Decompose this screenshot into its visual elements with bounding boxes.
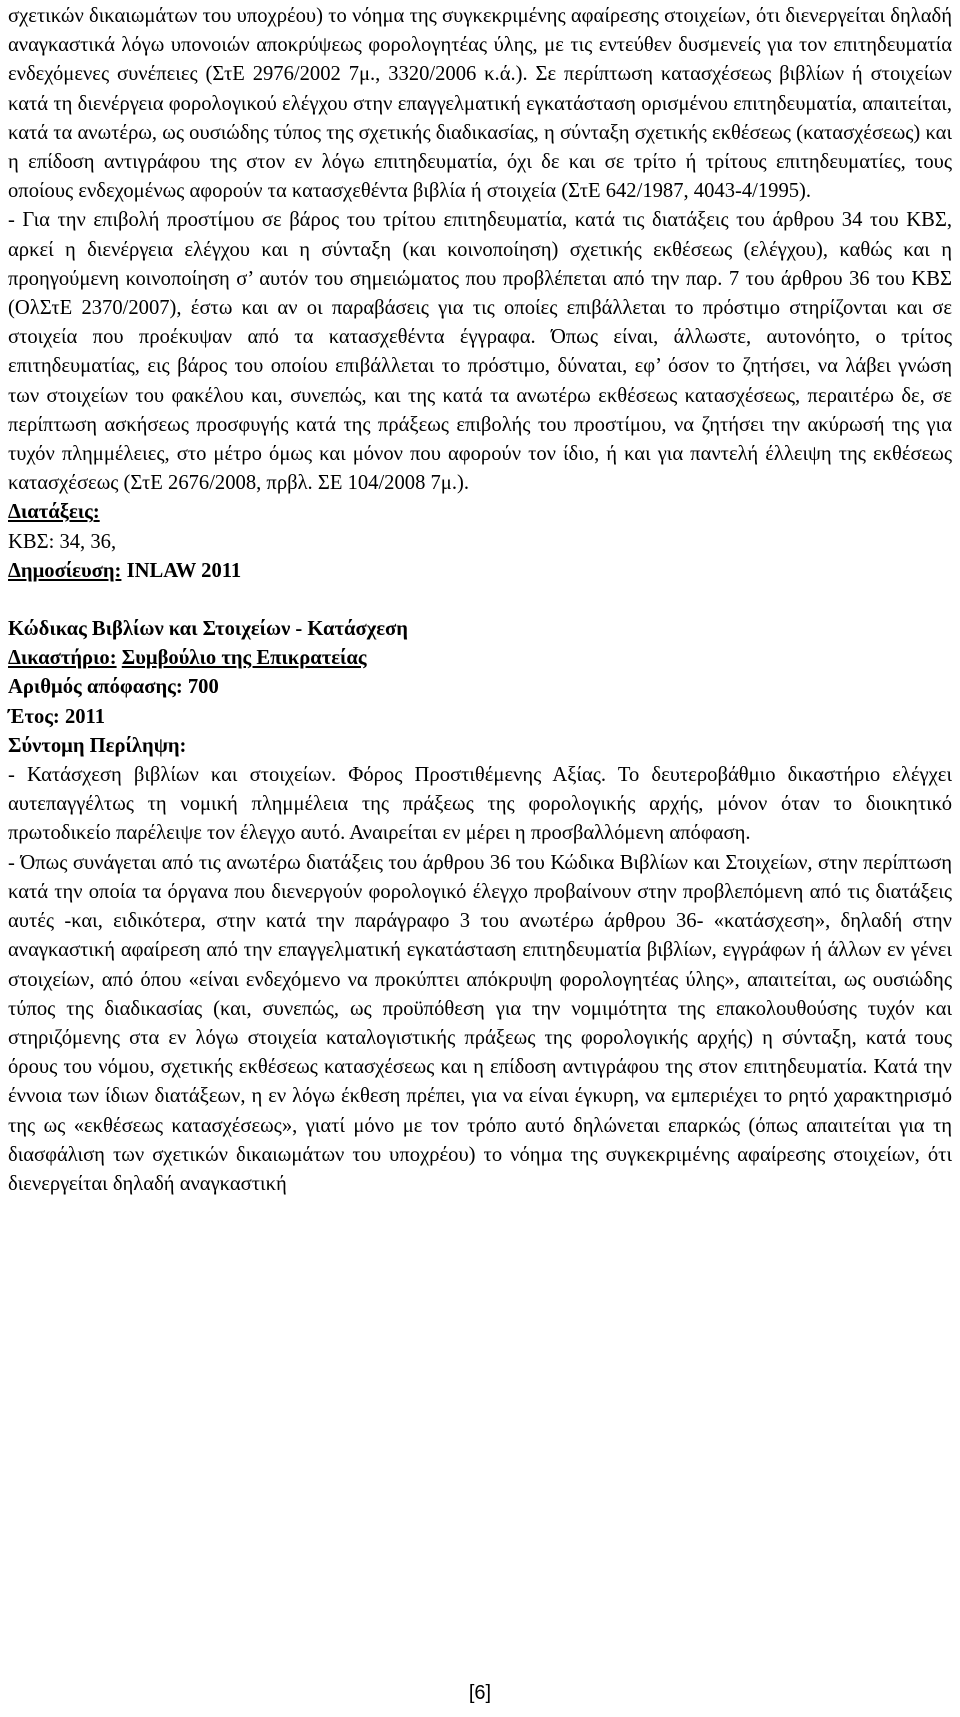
year-label: Έτος:: [8, 705, 60, 728]
provisions-value: ΚΒΣ: 34, 36,: [8, 530, 117, 553]
provisions-line: [8, 498, 952, 527]
paragraph-summary: - Κατάσχεση βιβλίων και στοιχείων. Φόρος Προστιθέμενης Αξίας. Το δευτεροβάθμιο δικαστήριο ελέγχει αυτεπαγγέλτως τη νομική πλημμέλεια της πράξεως της φορολογικής αρχής, μόνον όταν το διοικητικό πρωτοδικείο παρέλειψε τον έλεγχο αυτό. Αναιρείται εν μέρει η προσβαλλόμενη απόφαση.: [8, 764, 952, 845]
blank-line: [8, 586, 952, 615]
paragraph-third-party-fine: - Για την επιβολή προστίμου σε βάρος του τρίτου επιτηδευματία, κατά τις διατάξεις του άρθρου 34 του ΚΒΣ, αρκεί η διενέργεια ελέγχου και η σύνταξη (και κοινοποίηση) σχετικής εκθέσεως (ελέγχου), καθώς και η προηγούμενη κοινοποίηση σ’ αυτόν του σημειώματος που προβλέπεται από την παρ. 7 του άρθρου 36 του ΚΒΣ (ΟλΣτΕ 2370/2007), έστω και αν οι παραβάσεις για τις οποίες επιβάλλεται το πρόστιμο στηρίζονται και σε στοιχεία που προέκυψαν από τα κατασχεθέντα έγγραφα. Όπως είναι, άλλωστε, αυτονόητο, ο τρίτος επιτηδευματίας, εις βάρος του οποίου επιβάλλεται το πρόστιμο, δύναται, εφ’ όσον το ζητήσει, να λάβει γνώση των στοιχείων του φακέλου και, συνεπώς, και της κατά τα ανωτέρω εκθέσεως κατασχέσεως, περαιτέρω δε, σε περίπτωση ασκήσεως προσφυγής κατά της πράξεως επιβολής του προστίμου, να ζητήσει την ακύρωσή της για τυχόν πλημμέλειες, στο μέτρο όμως και μόνον που αφορούν τον ίδιο, ή και για παντελή έλλειψη της εκθέσεως κατασχέσεως (ΣτΕ 2676/2008, πρβλ. ΣΕ 104/2008 7μ.).: [8, 209, 952, 495]
provisions-label: Διατάξεις:: [8, 501, 100, 524]
year-line: [8, 703, 952, 732]
publication-value: INLAW 2011: [126, 559, 242, 582]
decision-number-value: 700: [187, 676, 219, 699]
decision-number-label: Αριθμός απόφασης:: [8, 676, 183, 699]
decision-number-line: [8, 673, 952, 702]
paragraph-seizure-report: σχετικών δικαιωμάτων του υποχρέου) το νόημα της συγκεκριμένης αφαίρεσης στοιχείων, ότι διενεργείται δηλαδή αναγκαστικά λόγω υπονοιών αποκρύψεως φορολογητέας ύλης, με τις εντεύθεν δυσμενείς για τον επιτηδευματία ενδεχόμενες συνέπειες (ΣτΕ 2976/2002 7μ., 3320/2006 κ.ά.). Σε περίπτωση κατασχέσεως βιβλίων ή στοιχείων κατά τη διενέργεια φορολογικού ελέγχου στην επαγγελματική εγκατάσταση ορισμένου επιτηδευματία, απαιτείται, κατά τα ανωτέρω, ως ουσιώδης τύπος της σχετικής διαδικασίας, η σύνταξη σχετικής εκθέσεως (κατασχέσεως) και η επίδοση αντιγράφου της στον εν λόγω επιτηδευματία, όχι δε και σε τρίτο ή τρίτους επιτηδευματίες, τους οποίους ενδεχομένως αφορούν τα κατασχεθέντα βιβλία ή στοιχεία (ΣτΕ 642/1987, 4043-4/1995).: [8, 5, 952, 203]
publication-label: Δημοσίευση:: [8, 559, 122, 582]
summary-label: Σύντομη Περίληψη:: [8, 734, 187, 757]
page-number: [6]: [468, 1682, 492, 1704]
court-value: Συμβούλιο της Επικρατείας: [121, 647, 367, 670]
paragraph-seizure-procedure: - Όπως συνάγεται από τις ανωτέρω διατάξεις του άρθρου 36 του Κώδικα Βιβλίων και Στοιχείων, στην περίπτωση κατά την οποία τα όργανα που διενεργούν φορολογικό έλεγχο προβαίνουν στην προβλεπόμενη από τις διατάξεις αυτές -και, ειδικότερα, στην κατά την παράγραφο 3 του ανωτέρω άρθρου 36- «κατάσχεση», δηλαδή στην αναγκαστική αφαίρεση από την επαγγελματική εγκατάσταση επιτηδευματία βιβλίων, εγγράφων ή άλλων εν γένει στοιχείων, από όπου «είναι ενδεχόμενο να προκύπτει απόκρυψη φορολογητέας ύλης», απαιτείται, ως ουσιώδης τύπος της διαδικασίας (και, συνεπώς, ως προϋπόθεση για την νομιμότητα της επακολουθούσης τυχόν και στηριζόμενης στα εν λόγω στοιχεία καταλογιστικής πράξεως της φορολογικής αρχής) η σύνταξη, κατά τους όρους του νόμου, σχετικής εκθέσεως κατασχέσεως και η επίδοση αντιγράφου της στον επιτηδευματία. Κατά την έννοια των ίδιων διατάξεων, η εν λόγω έκθεση πρέπει, για να είναι έγκυρη, να εμπεριέχει το ρητό χαρακτηρισμό της ως «εκθέσεως κατασχέσεως», γιατί μόνο με τον τρόπο αυτό δηλώνεται επαρκώς (όπως απαιτείται για τη διασφάλιση των σχετικών δικαιωμάτων του υποχρέου) το νόημα της συγκεκριμένης αφαίρεσης στοιχείων, ότι διενεργείται δηλαδή αναγκαστική: [8, 851, 952, 1195]
year-value: 2011: [64, 705, 106, 728]
court-line: [8, 644, 952, 673]
court-label: Δικαστήριο:: [8, 647, 117, 670]
publication-line: [8, 557, 952, 586]
case-title: Κώδικας Βιβλίων και Στοιχείων - Κατάσχεση: [8, 618, 408, 641]
